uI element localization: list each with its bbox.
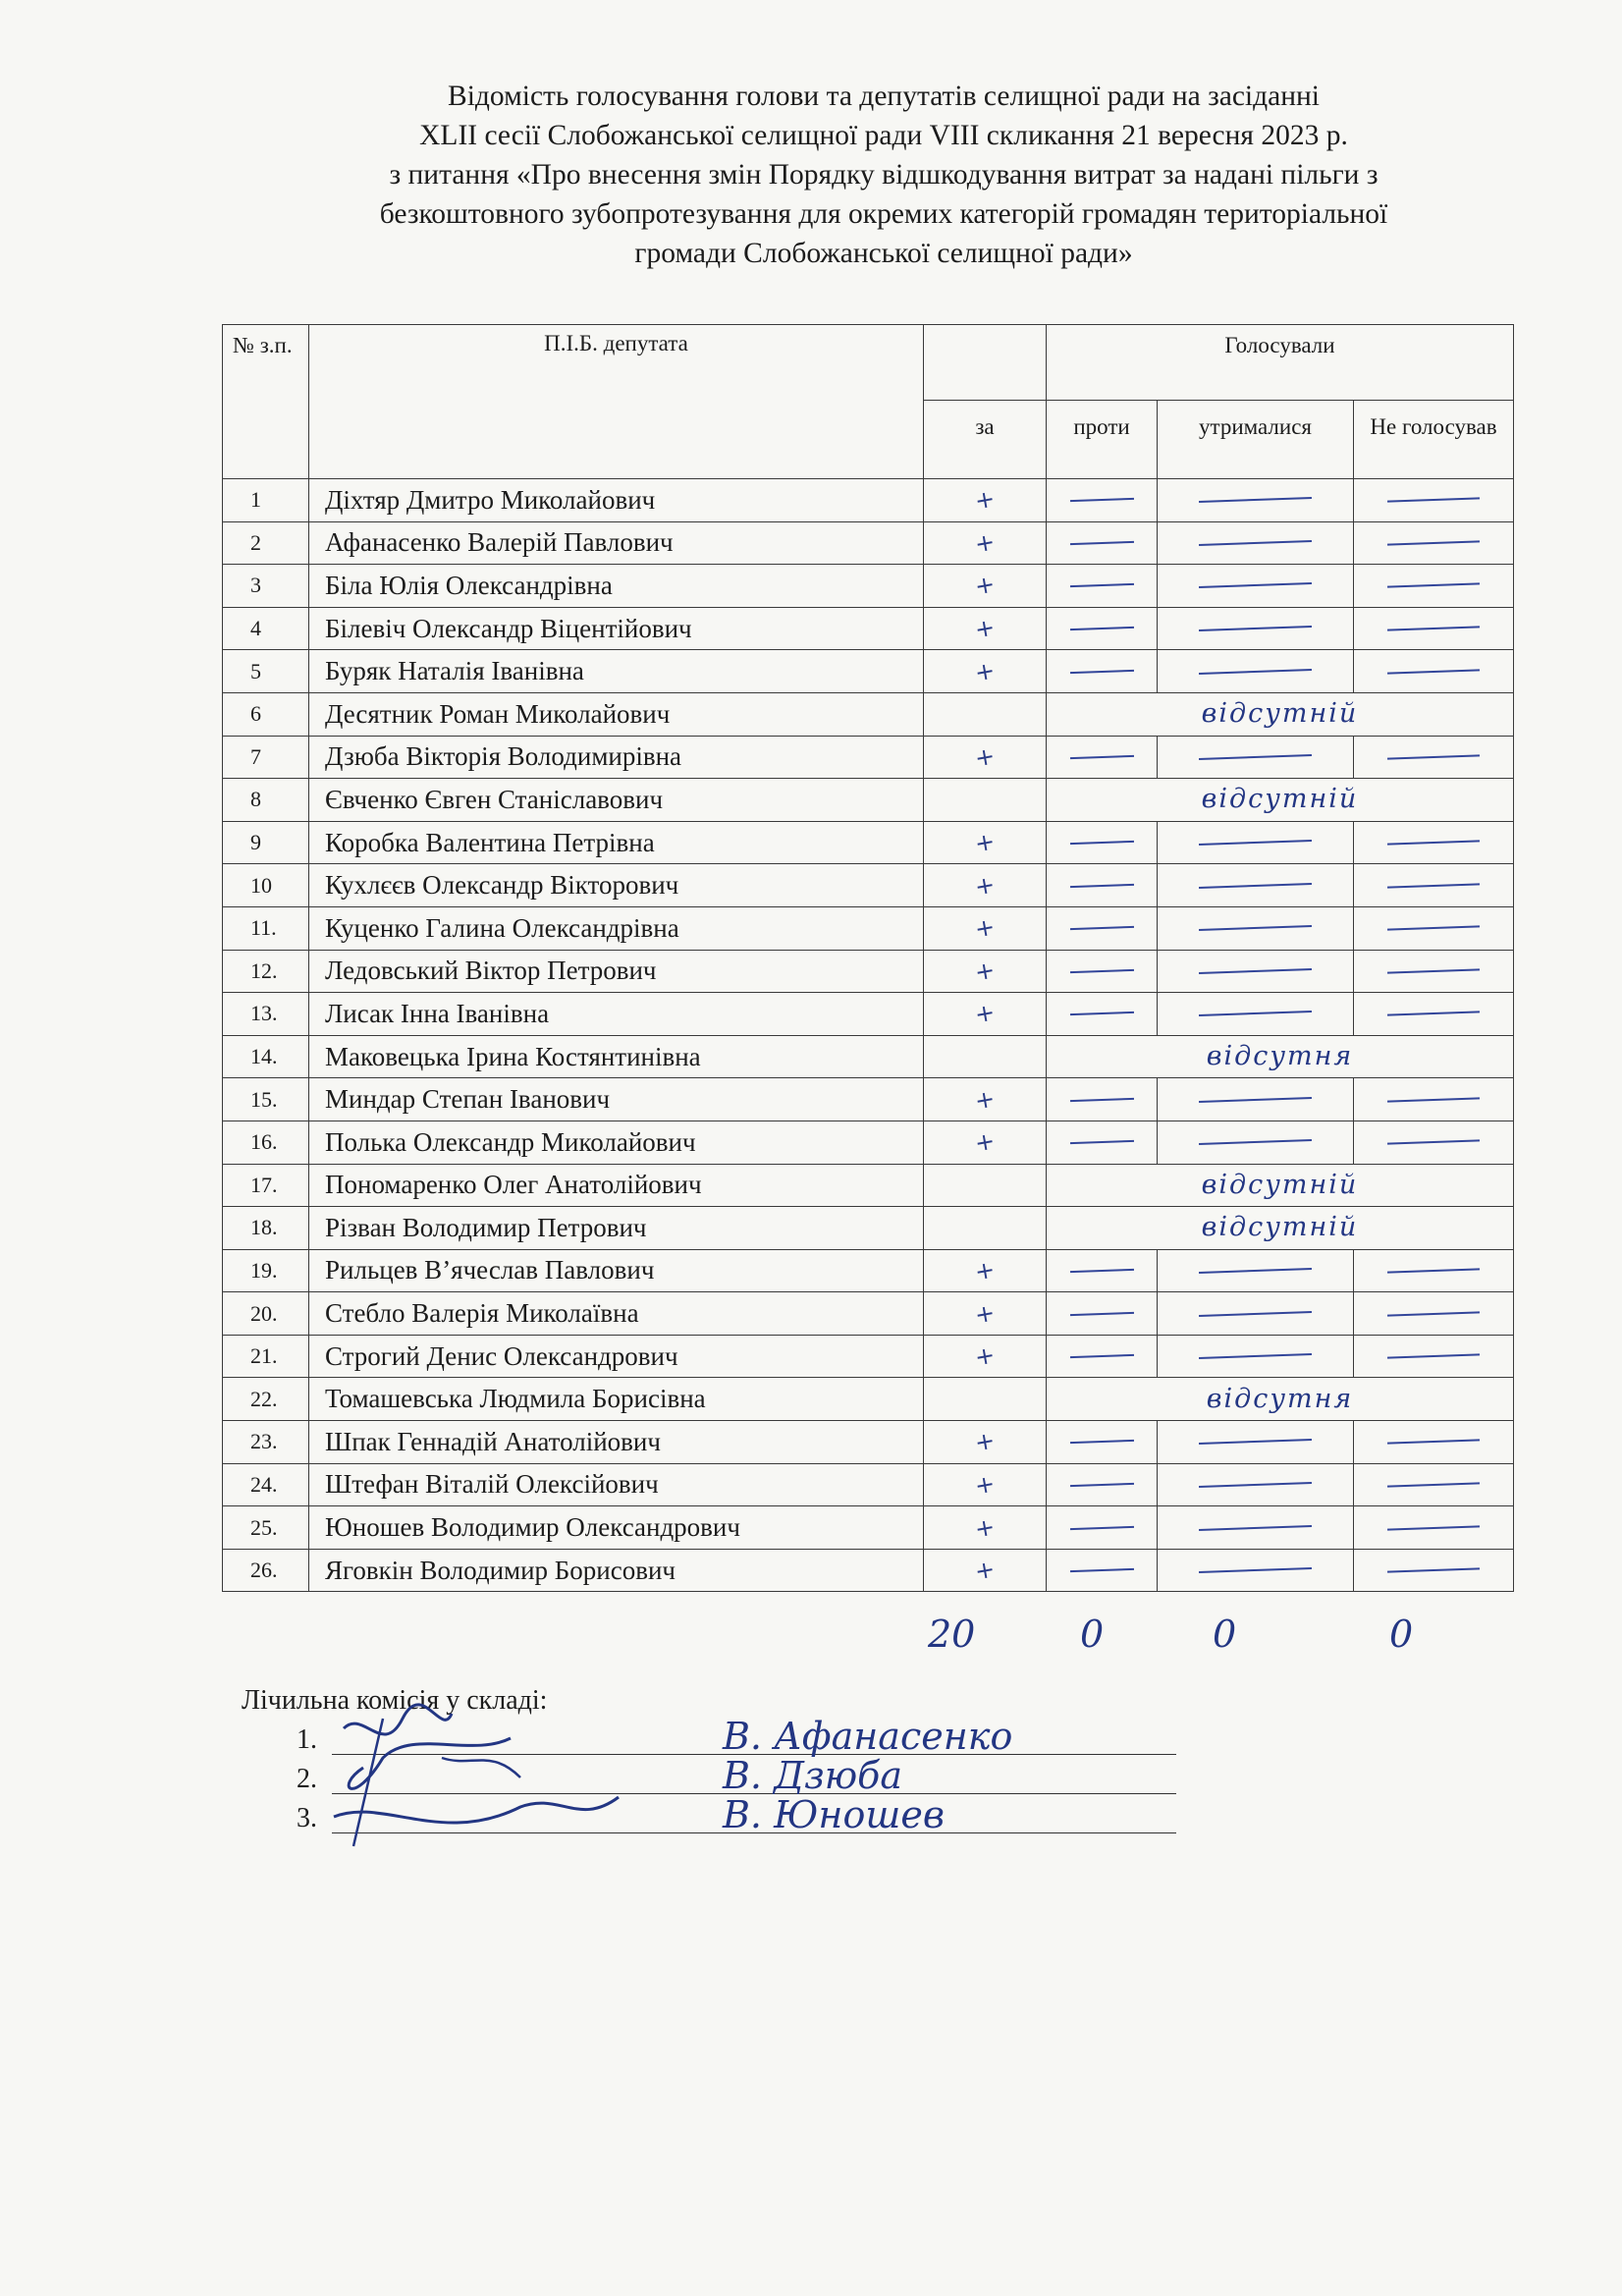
vote-abstained-cell [1158,1249,1354,1292]
vote-for-mark: + [972,1340,998,1372]
deputy-name: Білевіч Олександр Віцентійович [309,607,924,650]
dash-mark [1070,1269,1134,1273]
total-abstained: 0 [1213,1613,1237,1656]
absent-note: відсутній [1047,1207,1514,1250]
absent-note: відсутня [1047,1035,1514,1078]
vote-for-cell [924,1292,1047,1336]
header-abstained: утрималися [1158,401,1354,479]
dash-mark [1199,540,1312,546]
voting-table [222,324,1514,1592]
table-row [223,607,1514,650]
vote-not-voted-cell [1354,864,1514,907]
header-voted-group: Голосували [1047,325,1514,401]
vote-not-voted-cell [1354,1292,1514,1336]
vote-for-cell [924,1378,1047,1421]
table-row [223,1335,1514,1378]
vote-against-cell [1047,565,1158,608]
vote-for-mark: + [972,1512,998,1544]
dash-mark [1387,840,1480,845]
heading-line-1: Відомість голосування голови та депутатів селищної ради на засіданні [448,81,1320,112]
table-row [223,650,1514,693]
dash-mark [1070,969,1134,973]
table-row [223,1378,1514,1421]
heading-line-4: безкоштовного зубопротезування для окремих категорій громадян територіальної [379,198,1388,230]
table-row [223,1292,1514,1336]
row-number: 18. [223,1207,309,1250]
vote-abstained-cell [1158,821,1354,864]
dash-mark [1199,1097,1312,1103]
deputy-name: Ледовський Віктор Петрович [309,950,924,993]
header-blank [924,325,1047,401]
commission-label: Лічильна комісія у складі: [242,1685,548,1716]
vote-for-mark: + [972,912,998,944]
row-number: 20. [223,1292,309,1336]
vote-for-mark: + [972,656,998,687]
vote-for-cell [924,906,1047,950]
member-number: 2. [297,1764,317,1794]
row-number: 1 [223,479,309,522]
dash-mark [1199,1268,1312,1274]
dash-mark [1387,1525,1480,1530]
dash-mark [1199,925,1312,931]
vote-not-voted-cell [1354,950,1514,993]
deputy-name: Біла Юлія Олександрівна [309,565,924,608]
dash-mark [1199,1567,1312,1573]
row-number: 17. [223,1164,309,1207]
vote-against-cell [1047,906,1158,950]
row-number: 24. [223,1463,309,1506]
vote-not-voted-cell [1354,821,1514,864]
vote-for-cell [924,1506,1047,1550]
vote-for-mark: + [972,1126,998,1158]
vote-for-mark: + [972,1426,998,1457]
table-row [223,692,1514,736]
vote-not-voted-cell [1354,736,1514,779]
deputy-name: Яговкін Володимир Борисович [309,1549,924,1592]
table-row [223,993,1514,1036]
vote-abstained-cell [1158,1506,1354,1550]
vote-for-mark: + [972,1084,998,1116]
vote-abstained-cell [1158,479,1354,522]
table-row [223,565,1514,608]
vote-abstained-cell [1158,1121,1354,1164]
vote-against-cell [1047,736,1158,779]
absent-note: відсутня [1047,1378,1514,1421]
row-number: 11. [223,906,309,950]
total-for: 20 [928,1613,976,1656]
member-number: 1. [297,1724,317,1755]
dash-mark [1070,1097,1134,1101]
dash-mark [1070,498,1134,502]
handwritten-signatures [324,1699,677,1856]
deputy-name: Кухлєєв Олександр Вікторович [309,864,924,907]
dash-mark [1070,1440,1134,1444]
vote-not-voted-cell [1354,1421,1514,1464]
vote-abstained-cell [1158,521,1354,565]
member-name: В. Юношев [723,1793,945,1836]
deputy-name: Штефан Віталій Олексійович [309,1463,924,1506]
vote-for-cell [924,950,1047,993]
table-row [223,950,1514,993]
vote-for-mark: + [972,741,998,773]
header-number: № з.п. [223,325,309,479]
vote-abstained-cell [1158,993,1354,1036]
vote-for-cell [924,607,1047,650]
table-row [223,1249,1514,1292]
header-for: за [924,401,1047,479]
dash-mark [1199,1139,1312,1145]
row-number: 23. [223,1421,309,1464]
row-number: 2 [223,521,309,565]
vote-against-cell [1047,1335,1158,1378]
vote-against-cell [1047,1463,1158,1506]
vote-abstained-cell [1158,864,1354,907]
vote-not-voted-cell [1354,521,1514,565]
deputy-name: Пономаренко Олег Анатолійович [309,1164,924,1207]
dash-mark [1070,670,1134,674]
table-row [223,1164,1514,1207]
vote-abstained-cell [1158,736,1354,779]
vote-not-voted-cell [1354,993,1514,1036]
header-not-voted: Не голосував [1354,401,1514,479]
row-number: 6 [223,692,309,736]
total-not-voted: 0 [1389,1613,1414,1656]
dash-mark [1070,884,1134,888]
dash-mark [1387,1011,1480,1016]
table-row [223,479,1514,522]
dash-mark [1387,498,1480,503]
vote-for-cell [924,1249,1047,1292]
dash-mark [1387,1568,1480,1573]
row-number: 12. [223,950,309,993]
dash-mark [1387,1311,1480,1316]
vote-abstained-cell [1158,607,1354,650]
dash-mark [1070,1525,1134,1529]
vote-not-voted-cell [1354,1463,1514,1506]
vote-for-mark: + [972,613,998,644]
table-row [223,1121,1514,1164]
dash-mark [1199,1353,1312,1359]
dash-mark [1387,669,1480,674]
vote-for-cell [924,736,1047,779]
vote-abstained-cell [1158,906,1354,950]
deputy-name: Куценко Галина Олександрівна [309,906,924,950]
absent-note: відсутній [1047,1164,1514,1207]
deputy-name: Дзюба Вікторія Володимирівна [309,736,924,779]
dash-mark [1387,540,1480,545]
dash-mark [1070,1140,1134,1144]
table-row [223,779,1514,822]
dash-mark [1199,1439,1312,1445]
vote-for-mark: + [972,998,998,1029]
deputy-name: Рильцев В’ячеслав Павлович [309,1249,924,1292]
row-number: 26. [223,1549,309,1592]
absent-note: відсутній [1047,692,1514,736]
row-number: 13. [223,993,309,1036]
deputy-name: Полька Олександр Миколайович [309,1121,924,1164]
vote-against-cell [1047,607,1158,650]
vote-not-voted-cell [1354,1121,1514,1164]
vote-against-cell [1047,821,1158,864]
document-heading [216,77,1551,273]
deputy-name: Афанасенко Валерій Павлович [309,521,924,565]
dash-mark [1387,968,1480,973]
dash-mark [1070,755,1134,759]
vote-abstained-cell [1158,1335,1354,1378]
dash-mark [1070,1011,1134,1015]
row-number: 21. [223,1335,309,1378]
vote-against-cell [1047,1249,1158,1292]
table-row [223,521,1514,565]
table-row [223,906,1514,950]
vote-for-cell [924,864,1047,907]
table-row [223,1035,1514,1078]
dash-mark [1070,627,1134,630]
vote-for-mark: + [972,570,998,602]
vote-against-cell [1047,479,1158,522]
table-row [223,1078,1514,1121]
vote-for-cell [924,1078,1047,1121]
vote-against-cell [1047,521,1158,565]
dash-mark [1070,1568,1134,1572]
dash-mark [1199,968,1312,974]
vote-abstained-cell [1158,1549,1354,1592]
vote-for-cell [924,1121,1047,1164]
deputy-name: Лисак Інна Іванівна [309,993,924,1036]
vote-not-voted-cell [1354,607,1514,650]
vote-for-cell [924,1207,1047,1250]
vote-abstained-cell [1158,565,1354,608]
vote-against-cell [1047,1121,1158,1164]
dash-mark [1199,1011,1312,1016]
dash-mark [1387,1482,1480,1487]
row-number: 4 [223,607,309,650]
member-name: В. Дзюба [723,1754,903,1797]
dash-mark [1070,841,1134,845]
deputy-name: Строгий Денис Олександрович [309,1335,924,1378]
deputy-name: Стебло Валерія Миколаївна [309,1292,924,1336]
dash-mark [1199,754,1312,760]
dash-mark [1199,1311,1312,1317]
dash-mark [1387,583,1480,588]
vote-for-cell [924,779,1047,822]
vote-not-voted-cell [1354,565,1514,608]
dash-mark [1070,926,1134,930]
deputy-name: Діхтяр Дмитро Миколайович [309,479,924,522]
dash-mark [1387,926,1480,931]
row-number: 19. [223,1249,309,1292]
vote-abstained-cell [1158,950,1354,993]
vote-not-voted-cell [1354,1335,1514,1378]
vote-for-cell [924,1421,1047,1464]
vote-for-mark: + [972,1298,998,1330]
row-number: 7 [223,736,309,779]
table-row [223,864,1514,907]
vote-for-mark: + [972,1555,998,1586]
vote-abstained-cell [1158,650,1354,693]
vote-for-cell [924,1549,1047,1592]
dash-mark [1387,1268,1480,1273]
vote-not-voted-cell [1354,1549,1514,1592]
dash-mark [1199,883,1312,889]
vote-for-mark: + [972,870,998,902]
vote-for-mark: + [972,527,998,559]
dash-mark [1070,583,1134,587]
table-row [223,1207,1514,1250]
vote-against-cell [1047,1292,1158,1336]
vote-for-cell [924,1164,1047,1207]
dash-mark [1070,1311,1134,1315]
deputy-name: Десятник Роман Миколайович [309,692,924,736]
vote-abstained-cell [1158,1292,1354,1336]
vote-not-voted-cell [1354,906,1514,950]
deputy-name: Юношев Володимир Олександрович [309,1506,924,1550]
member-number: 3. [297,1803,317,1833]
deputy-name: Миндар Степан Іванович [309,1078,924,1121]
table-row [223,1421,1514,1464]
deputy-name: Шпак Геннадій Анатолійович [309,1421,924,1464]
heading-line-2: XLII сесії Слобожанської селищної ради VIII скликання 21 вересня 2023 р. [419,120,1348,151]
deputy-name: Буряк Наталія Іванівна [309,650,924,693]
vote-against-cell [1047,650,1158,693]
vote-for-cell [924,1335,1047,1378]
row-number: 5 [223,650,309,693]
vote-for-cell [924,521,1047,565]
vote-abstained-cell [1158,1463,1354,1506]
heading-line-3: з питання «Про внесення змін Порядку відшкодування витрат за надані пільги з [389,159,1379,191]
vote-for-mark: + [972,484,998,516]
dash-mark [1199,582,1312,588]
vote-for-cell [924,650,1047,693]
deputy-name: Томашевська Людмила Борисівна [309,1378,924,1421]
vote-for-cell [924,692,1047,736]
row-number: 14. [223,1035,309,1078]
total-against: 0 [1080,1613,1105,1656]
vote-for-cell [924,479,1047,522]
vote-for-cell [924,821,1047,864]
absent-note: відсутній [1047,779,1514,822]
table-row [223,736,1514,779]
heading-line-5: громади Слобожанської селищної ради» [634,238,1133,269]
vote-abstained-cell [1158,1421,1354,1464]
row-number: 9 [223,821,309,864]
vote-for-mark: + [972,1255,998,1286]
dash-mark [1387,754,1480,759]
vote-abstained-cell [1158,1078,1354,1121]
vote-for-cell [924,1035,1047,1078]
dash-mark [1387,626,1480,630]
dash-mark [1387,1097,1480,1102]
header-against: проти [1047,401,1158,479]
table-row [223,1463,1514,1506]
vote-for-mark: + [972,1469,998,1501]
dash-mark [1070,1354,1134,1358]
row-number: 25. [223,1506,309,1550]
dash-mark [1199,669,1312,675]
vote-against-cell [1047,1506,1158,1550]
member-name: В. Афанасенко [723,1715,1013,1758]
vote-against-cell [1047,1549,1158,1592]
dash-mark [1387,883,1480,888]
dash-mark [1199,840,1312,846]
vote-for-cell [924,993,1047,1036]
dash-mark [1387,1354,1480,1359]
vote-not-voted-cell [1354,1249,1514,1292]
dash-mark [1387,1140,1480,1145]
row-number: 22. [223,1378,309,1421]
vote-not-voted-cell [1354,479,1514,522]
vote-against-cell [1047,1421,1158,1464]
dash-mark [1199,1482,1312,1488]
row-number: 16. [223,1121,309,1164]
deputy-name: Маковецька Ірина Костянтинівна [309,1035,924,1078]
vote-against-cell [1047,950,1158,993]
dash-mark [1070,1483,1134,1487]
vote-for-cell [924,565,1047,608]
header-deputy-name: П.І.Б. депутата [309,325,924,479]
vote-for-mark: + [972,827,998,858]
vote-not-voted-cell [1354,650,1514,693]
vote-not-voted-cell [1354,1506,1514,1550]
deputy-name: Різван Володимир Петрович [309,1207,924,1250]
table-row [223,1549,1514,1592]
row-number: 3 [223,565,309,608]
row-number: 15. [223,1078,309,1121]
vote-against-cell [1047,993,1158,1036]
deputy-name: Коробка Валентина Петрівна [309,821,924,864]
dash-mark [1387,1440,1480,1445]
dash-mark [1199,1525,1312,1531]
vote-for-cell [924,1463,1047,1506]
row-number: 10 [223,864,309,907]
dash-mark [1070,541,1134,545]
vote-for-mark: + [972,956,998,987]
vote-against-cell [1047,1078,1158,1121]
table-row [223,1506,1514,1550]
dash-mark [1199,497,1312,503]
deputy-name: Євченко Євген Станіславович [309,779,924,822]
vote-against-cell [1047,864,1158,907]
dash-mark [1199,626,1312,631]
table-row [223,821,1514,864]
vote-not-voted-cell [1354,1078,1514,1121]
row-number: 8 [223,779,309,822]
